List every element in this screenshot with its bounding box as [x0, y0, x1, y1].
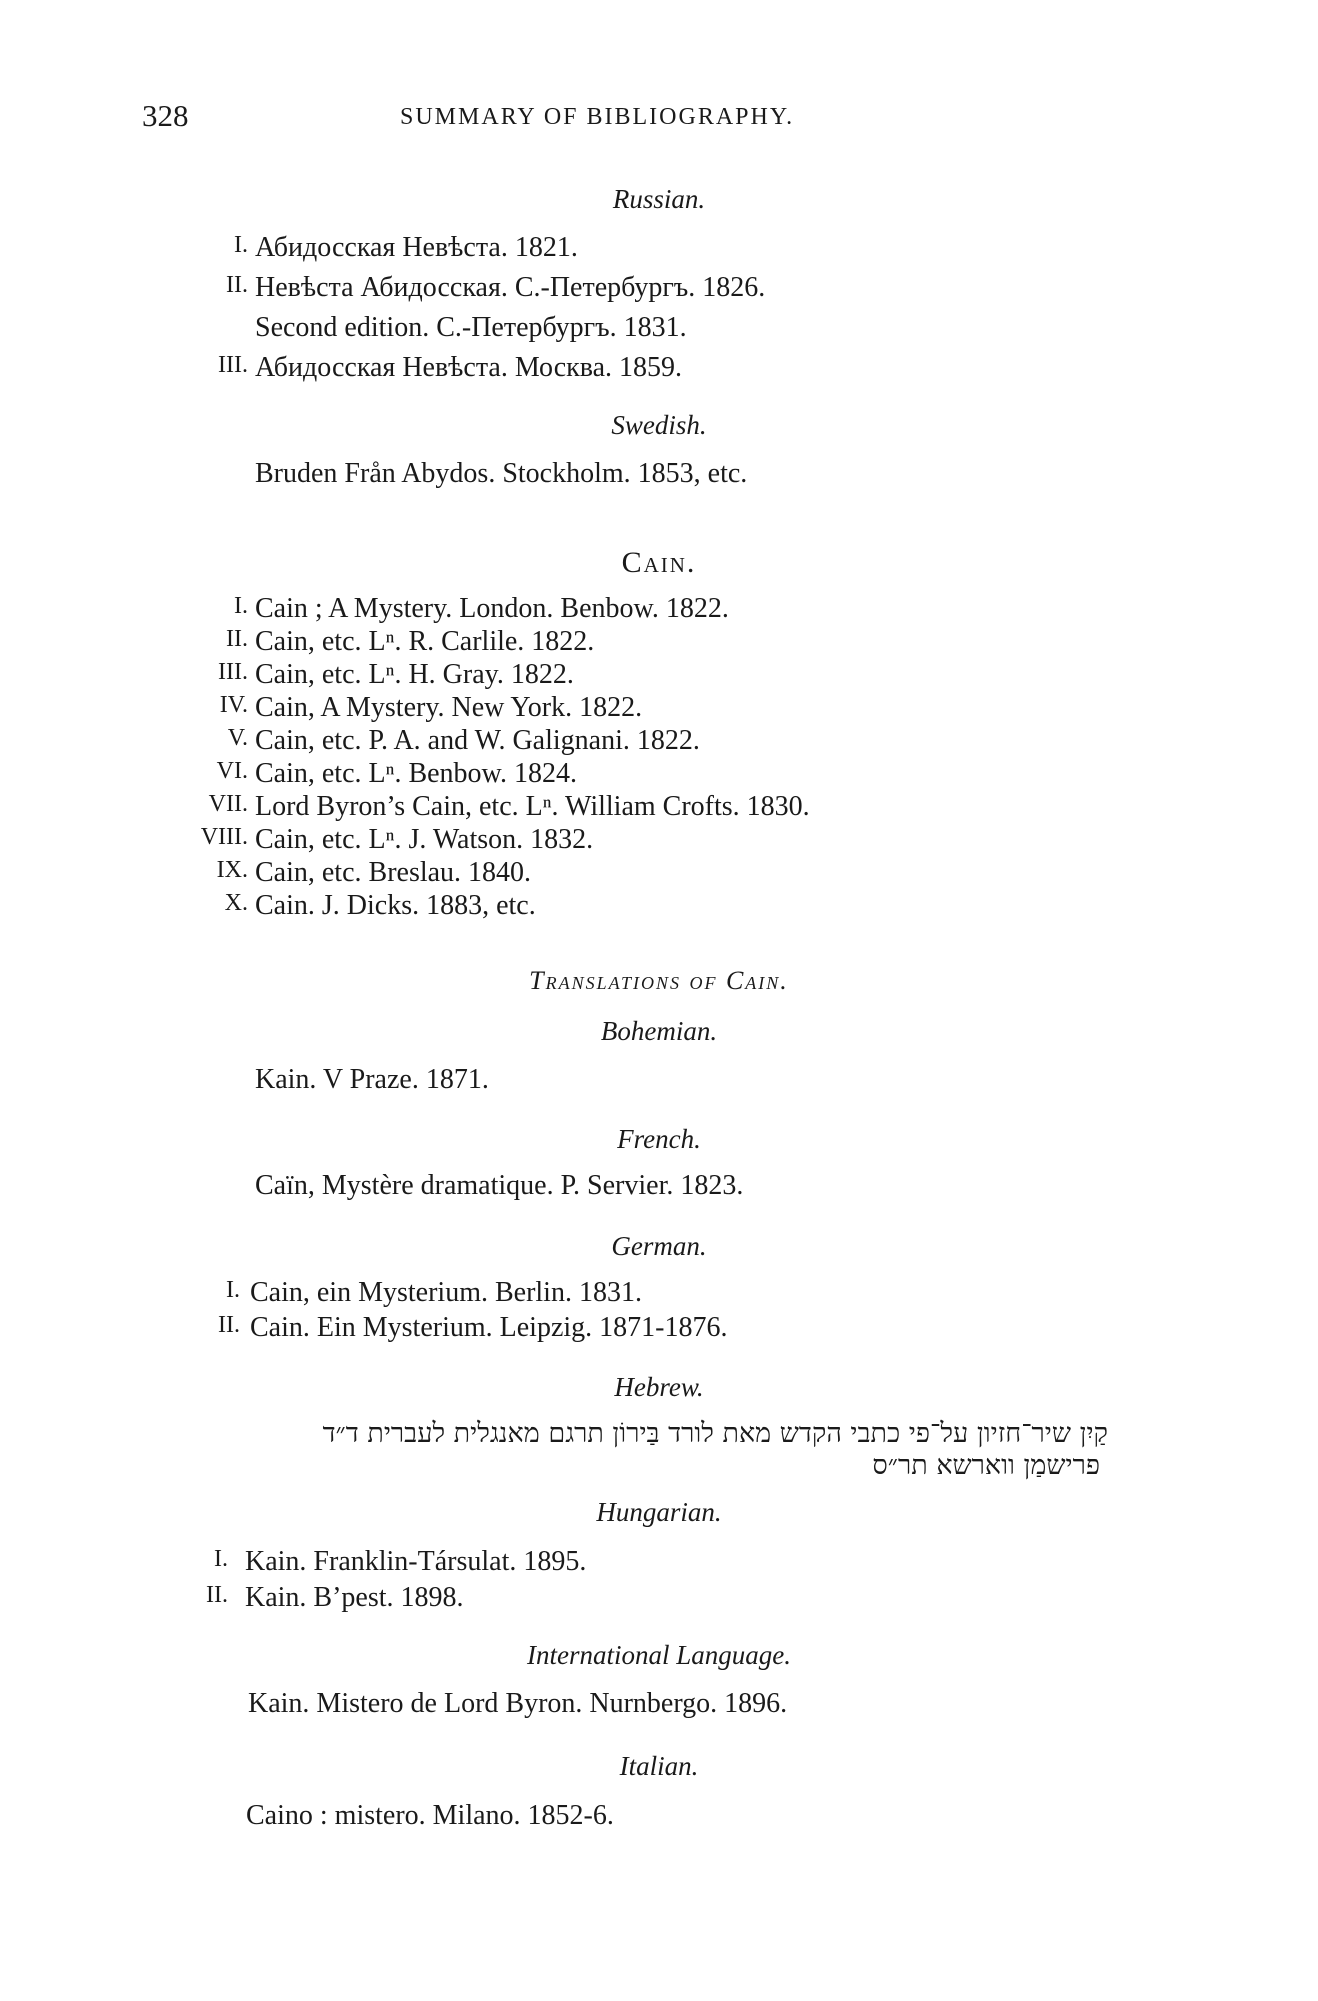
entry-text: Cain, etc. Lⁿ. Benbow. 1824. — [255, 758, 577, 789]
entry-text: Caïn, Mystère dramatique. P. Servier. 1823. — [255, 1170, 744, 1201]
german-heading: German. — [611, 1231, 707, 1261]
entry-text: Cain, etc. Breslau. 1840. — [255, 857, 532, 888]
page-header — [0, 98, 1318, 138]
list-item — [0, 1546, 1318, 1580]
list-item — [0, 1800, 1318, 1834]
list-item — [0, 626, 1318, 660]
international-heading: International Language. — [527, 1640, 791, 1670]
running-title: SUMMARY OF BIBLIOGRAPHY. — [400, 104, 795, 130]
entry-text: Абидосская Невѣста. 1821. — [255, 232, 578, 263]
entry-text: Kain. B’pest. 1898. — [245, 1582, 464, 1613]
entry-text: Абидосская Невѣста. Москва. 1859. — [255, 352, 683, 383]
entry-text: Kain. V Praze. 1871. — [255, 1064, 489, 1095]
list-item — [0, 1312, 1318, 1346]
swedish-heading: Swedish. — [611, 410, 707, 440]
entry-text: Cain, etc. Lⁿ. H. Gray. 1822. — [255, 659, 574, 690]
hungarian-heading: Hungarian. — [596, 1497, 722, 1527]
entry-number: VI. — [216, 758, 248, 784]
entry-text: Bruden Från Abydos. Stockholm. 1853, etc. — [255, 458, 748, 489]
list-item — [0, 232, 1318, 266]
list-item — [0, 458, 1318, 492]
entry-number: II. — [226, 272, 248, 298]
italian-heading: Italian. — [619, 1751, 699, 1781]
entry-number: VIII. — [200, 824, 248, 850]
entry-number: I. — [234, 232, 248, 258]
entry-text: Невѣста Абидосская. С.-Петербургъ. 1826. — [255, 272, 766, 303]
entry-text: Cain. Ein Mysterium. Leipzig. 1871-1876. — [250, 1312, 728, 1343]
entry-number: I. — [234, 593, 248, 619]
cain-heading: Cain. — [621, 546, 697, 579]
hebrew-imprint-line: פרישמַן ווארשא תר״ס — [872, 1450, 1100, 1481]
bohemian-heading: Bohemian. — [600, 1016, 718, 1046]
entry-number: II. — [206, 1582, 228, 1608]
hebrew-heading: Hebrew. — [614, 1372, 704, 1402]
entry-text: Kain. Franklin-Társulat. 1895. — [245, 1546, 587, 1577]
entry-text: Cain, etc. P. A. and W. Galignani. 1822. — [255, 725, 700, 756]
list-item — [0, 272, 1318, 306]
entry-number: I. — [214, 1546, 228, 1572]
entry-number: X. — [224, 890, 248, 916]
entry-text: Kain. Mistero de Lord Byron. Nurnbergo. 1896. — [248, 1688, 788, 1719]
entry-number: IX. — [216, 857, 248, 883]
russian-heading: Russian. — [612, 184, 706, 214]
entry-number: III. — [218, 352, 248, 378]
list-item — [0, 1688, 1318, 1722]
page-number: 328 — [142, 98, 189, 133]
list-item — [0, 824, 1318, 858]
entry-number: V. — [227, 725, 248, 751]
entry-text: Cain. J. Dicks. 1883, etc. — [255, 890, 536, 921]
list-item — [0, 857, 1318, 891]
entry-number: IV. — [219, 692, 248, 718]
list-item — [0, 659, 1318, 693]
list-item — [0, 593, 1318, 627]
entry-text: Lord Byron’s Cain, etc. Lⁿ. William Crofts. 1830. — [255, 791, 810, 822]
entry-number: II. — [226, 626, 248, 652]
entry-text: Second edition. С.-Петербургъ. 1831. — [255, 312, 687, 343]
list-item — [0, 890, 1318, 924]
entry-number: VII. — [208, 791, 248, 817]
entry-number: II. — [218, 1312, 240, 1338]
list-item — [0, 1170, 1318, 1204]
entry-text: Caino : mistero. Milano. 1852-6. — [246, 1800, 614, 1831]
list-item — [0, 725, 1318, 759]
entry-text: Cain, ein Mysterium. Berlin. 1831. — [250, 1277, 642, 1308]
french-heading: French. — [617, 1124, 701, 1154]
list-item — [0, 312, 1318, 346]
list-item — [0, 1064, 1318, 1098]
list-item — [0, 352, 1318, 386]
hebrew-title-line: קַיִן שיר־חזיון על־פי כתבי הקדש מאת לורד בַּירוֹן תרגם מאנגלית לעברית ד״ד — [322, 1418, 1108, 1449]
list-item — [0, 791, 1318, 825]
list-item — [0, 1277, 1318, 1311]
entry-text: Cain, etc. Lⁿ. J. Watson. 1832. — [255, 824, 594, 855]
entry-text: Cain, etc. Lⁿ. R. Carlile. 1822. — [255, 626, 595, 657]
list-item — [0, 692, 1318, 726]
list-item — [0, 758, 1318, 792]
entry-number: I. — [226, 1277, 240, 1303]
entry-text: Cain ; A Mystery. London. Benbow. 1822. — [255, 593, 729, 624]
translations-heading: Translations of Cain. — [529, 966, 789, 995]
list-item — [0, 1582, 1318, 1616]
entry-number: III. — [218, 659, 248, 685]
entry-text: Cain, A Mystery. New York. 1822. — [255, 692, 643, 723]
